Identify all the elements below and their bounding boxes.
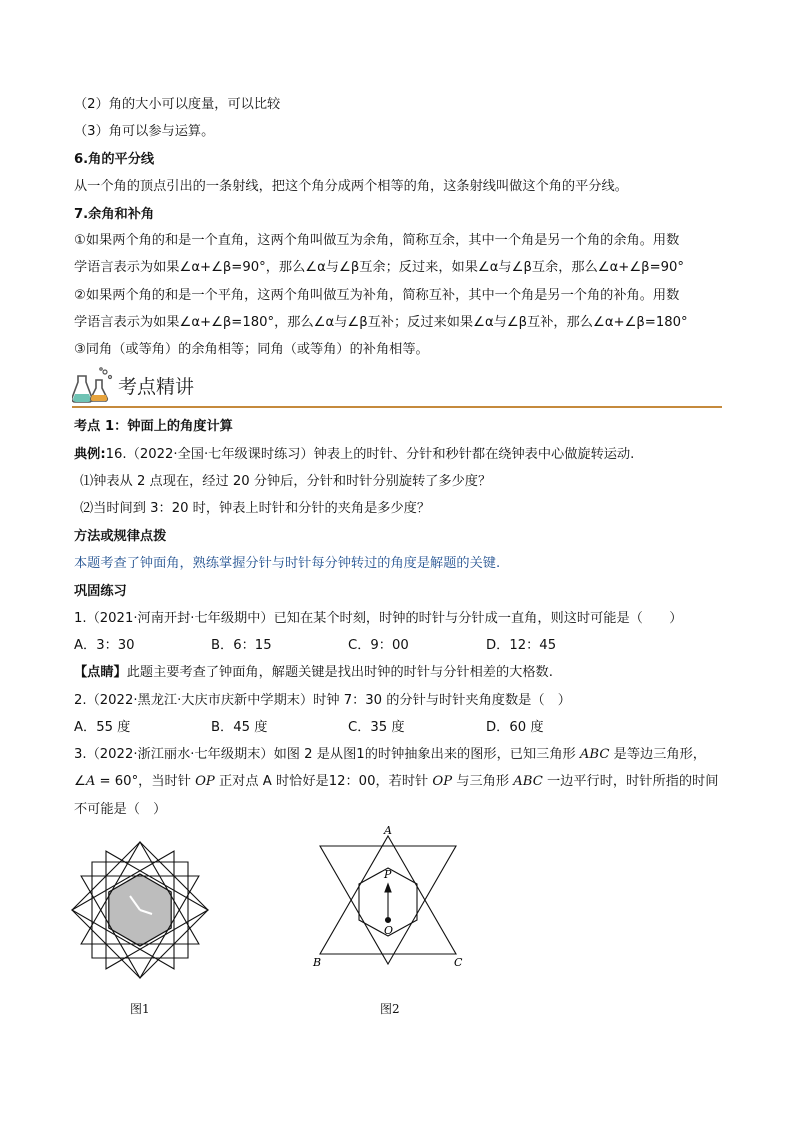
problem1-option-c: C．9：00 [348, 638, 409, 653]
section-banner [72, 366, 722, 410]
section5-item2: （2）角的大小可以度量，可以比较 [74, 97, 281, 112]
vertex-label-b: B [313, 956, 322, 969]
figure1-caption: 图1 [130, 1002, 150, 1016]
example-text: 16.（2022·全国·七年级课时练习）钟表上的时针、分针和秒针都在绕钟表中心做旋转运动. [105, 447, 635, 462]
lab-flask-icon [72, 366, 116, 406]
problem1-comment-label: 【点睛】 [74, 665, 127, 680]
banner-title: 考点精讲 [118, 376, 195, 398]
point-label-o: O [384, 924, 394, 937]
figure2-caption: 图2 [380, 1002, 400, 1016]
problem3-line3: 不可能是（ ） [74, 802, 167, 817]
problem1-option-d: D．12：45 [486, 638, 557, 653]
vertex-label-a: A [384, 826, 392, 837]
example-label: 典例: [74, 447, 106, 462]
figure1-clock-star [70, 840, 210, 980]
problem3-line2-text-c: 正对点 A 时恰好是12：00，若时针 [214, 774, 433, 789]
problem3-angle-vertex: A [85, 774, 96, 789]
example-q2: ⑵当时间到 3：20 时，钟表上时针和分针的夹角是多少度？ [80, 501, 431, 516]
section7-heading: 7.余角和补角 [74, 207, 155, 222]
problem3-hand-op: OP [195, 774, 215, 789]
problem2-option-b: B．45 度 [211, 720, 268, 735]
problem2-option-c: C．35 度 [348, 720, 405, 735]
example-line [74, 446, 634, 464]
problem3-line2-text-b: = 60°，当时针 [95, 774, 196, 789]
section7-line-1: ①如果两个角的和是一个直角，这两个角叫做互为余角，简称互余，其中一个角是另一个角的余角。用数 [74, 233, 680, 248]
figure2-hexagram [310, 826, 470, 976]
problem1-option-a: A．3：30 [74, 638, 135, 653]
problem3-line1 [74, 746, 706, 764]
problem3-line1-text-b: 是等边三角形， [609, 747, 706, 762]
problem2-option-d: D．60 度 [486, 720, 544, 735]
problem3-line1-text-a: 3.（2022·浙江丽水·七年级期末）如图 2 是从图1的时钟抽象出来的图形，已知三角形 [74, 747, 580, 762]
problem3-line2 [74, 773, 718, 791]
problem1-stem: 1.（2021·河南开封·七年级期中）已知在某个时刻，时钟的时针与分针成一直角，则这时可能是（ ） [74, 611, 683, 626]
vertex-label-c: C [454, 956, 463, 969]
problem2-stem: 2.（2022·黑龙江·大庆市庆新中学期末）时钟 7：30 的分针与时针夹角度数是（ ） [74, 693, 571, 708]
method-title: 方法或规律点拨 [74, 529, 167, 544]
section5-item3: （3）角可以参与运算。 [74, 124, 215, 139]
section7-line-2: 学语言表示为如果∠α+∠β=90°，那么∠α与∠β互余；反过来，如果∠α与∠β互余，那么∠α+∠β=90° [74, 260, 685, 275]
problem3-triangle-name-2: ABC [513, 774, 543, 789]
banner-divider [72, 406, 722, 408]
section6-text: 从一个角的顶点引出的一条射线，把这个角分成两个相等的角，这条射线叫做这个角的平分线。 [74, 179, 628, 194]
problem2-option-a: A．55 度 [74, 720, 131, 735]
problem1-comment [74, 664, 553, 682]
problem1-option-b: B．6：15 [211, 638, 272, 653]
problem3-line2-text-d: 与三角形 [452, 774, 514, 789]
section7-line-3: ②如果两个角的和是一个平角，这两个角叫做互为补角，简称互补，其中一个角是另一个角的补角。用数 [74, 288, 680, 303]
problem3-triangle-name: ABC [579, 747, 610, 762]
example-q1: ⑴钟表从 2 点现在，经过 20 分钟后，分针和时针分别旋转了多少度？ [80, 474, 492, 489]
problem1-comment-text: 此题主要考查了钟面角，解题关键是找出时钟的时针与分针相差的大格数. [126, 665, 553, 680]
point-label-p: P [384, 868, 392, 881]
kaodian1-title: 考点 1：钟面上的角度计算 [74, 419, 233, 434]
section6-heading: 6.角的平分线 [74, 152, 155, 167]
method-text: 本题考查了钟面角，熟练掌握分针与时针每分钟转过的角度是解题的关键. [74, 556, 501, 571]
section7-line-5: ③同角（或等角）的余角相等；同角（或等角）的补角相等。 [74, 342, 429, 357]
problem3-hand-op-2: OP [432, 774, 453, 789]
problem3-angle-sign: ∠ [74, 774, 86, 789]
practice-title: 巩固练习 [74, 584, 127, 599]
problem3-line2-text-e: 一边平行时，时针所指的时间 [542, 774, 719, 789]
section7-line-4: 学语言表示为如果∠α+∠β=180°，那么∠α与∠β互补；反过来如果∠α与∠β互补，那么∠α+∠β=180° [74, 315, 688, 330]
